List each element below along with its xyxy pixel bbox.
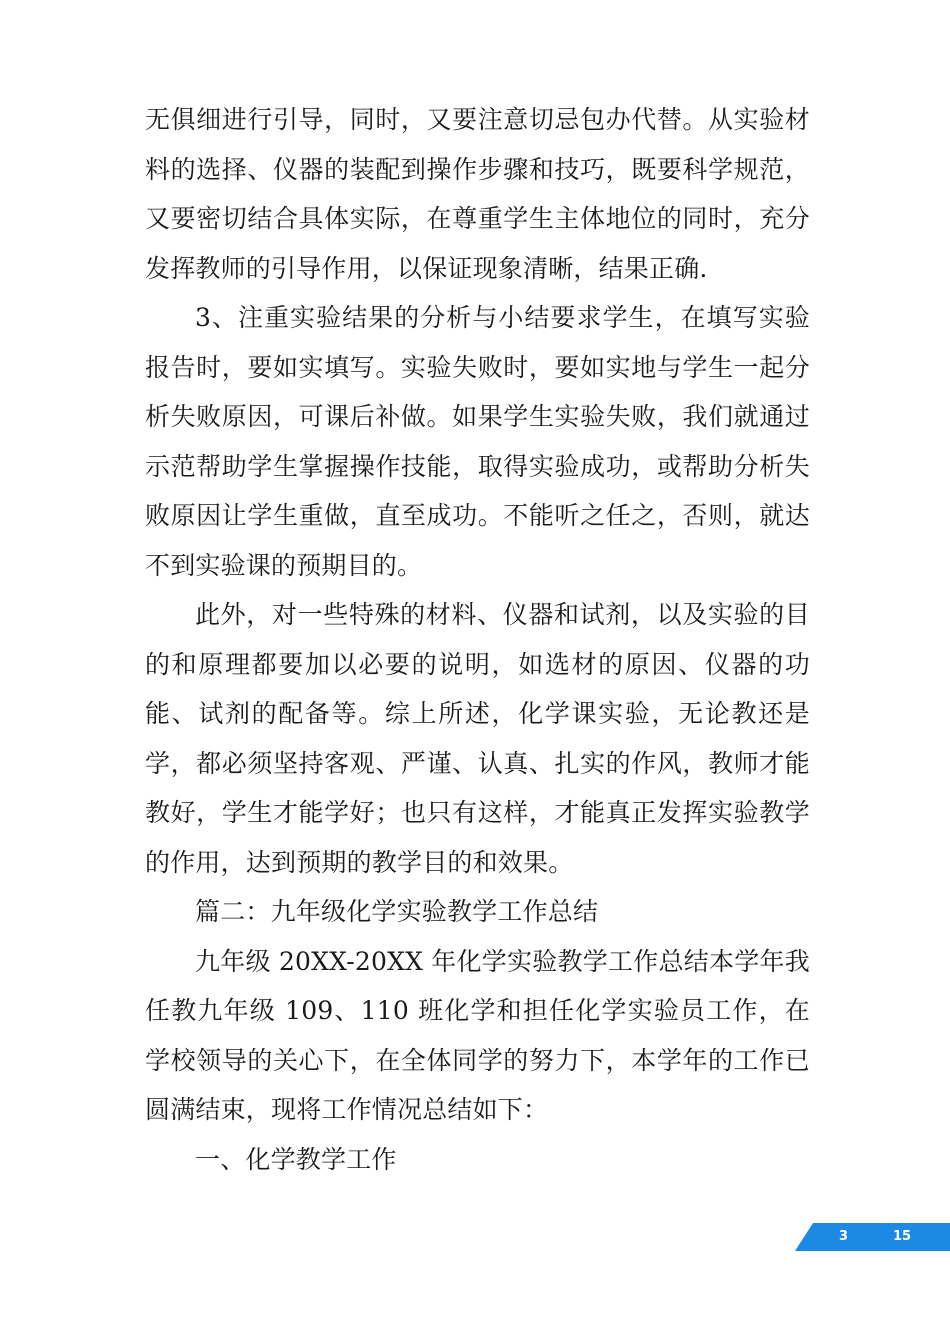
paragraph-summary-intro: 九年级 20XX-20XX 年化学实验教学工作总结本学年我任教九年级 109、110 班化学和担任化学实验员工作，在学校领导的关心下，在全体同学的努力下，本学年的工作已圆满结束，现将工作情况总结如下： bbox=[145, 946, 810, 1124]
document-body bbox=[145, 95, 810, 1184]
page-number-total: 15 bbox=[893, 1229, 912, 1244]
paragraph-additional-notes: 此外，对一些特殊的材料、仪器和试剂，以及实验的目的和原理都要加以必要的说明，如选材的原因、仪器的功能、试剂的配备等。综上所述，化学课实验，无论教还是学，都必须坚持客观、严谨、认真、扎实的作风，教师才能教好，学生才能学好；也只有这样，才能真正发挥实验教学的作用，达到预期的教学目的和效果。 bbox=[145, 600, 810, 877]
paragraph-results-analysis: 3、注重实验结果的分析与小结要求学生，在填写实验报告时，要如实填写。实验失败时，要如实地与学生一起分析失败原因，可课后补做。如果学生实验失败，我们就通过示范帮助学生掌握操作技能，取得实验成功，或帮助分析失败原因让学生重做，直至成功。不能听之任之，否则，就达不到实验课的预期目的。 bbox=[145, 303, 810, 580]
page-footer-bar bbox=[795, 1223, 950, 1251]
section-heading-chemistry-teaching: 一、化学教学工作 bbox=[195, 1144, 397, 1174]
page-number-current: 3 bbox=[839, 1229, 849, 1244]
paragraph-continued: 无俱细进行引导，同时，又要注意切忌包办代替。从实验材料的选择、仪器的装配到操作步骤和技巧，既要科学规范，又要密切结合具体实际，在尊重学生主体地位的同时，充分发挥教师的引导作用，以保证现象清晰，结果正确. bbox=[145, 105, 810, 283]
footer-bar-shape bbox=[795, 1223, 950, 1251]
section-heading-part-two: 篇二：九年级化学实验教学工作总结 bbox=[195, 897, 599, 926]
